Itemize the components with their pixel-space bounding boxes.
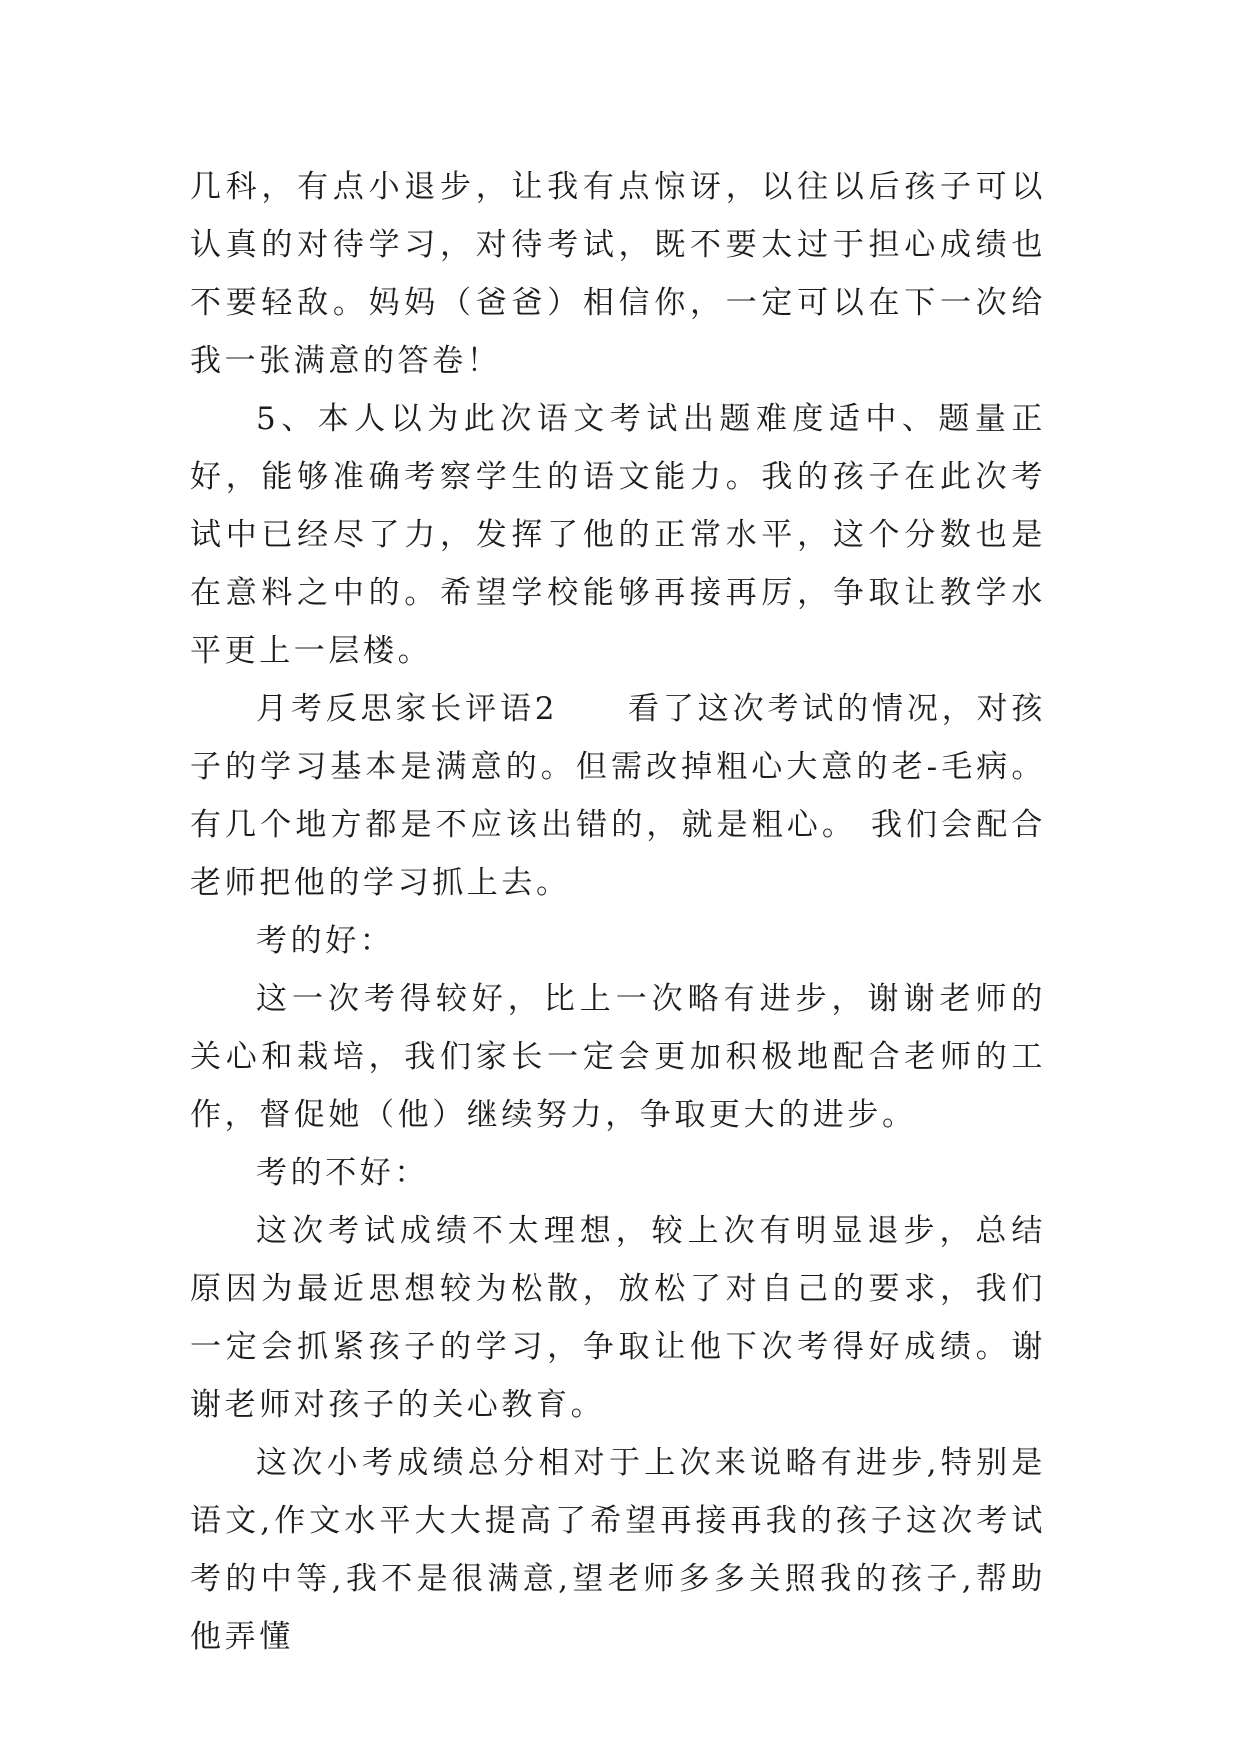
heading-good-result: 考的好： [256, 923, 395, 959]
paragraph-good-result: 这一次考得较好，比上一次略有进步，谢谢老师的关心和栽培，我们家长一定会更加积极地配合老师的工作，督促她（他）继续努力，争取更大的进步。 [190, 981, 1046, 1133]
paragraph-last: 这次小考成绩总分相对于上次来说略有进步,特别是语文,作文水平大大提高了希望再接再我的孩子这次考试考的中等,我不是很满意,望老师多多关照我的孩子,帮助他弄懂 [190, 1445, 1046, 1655]
paragraph-bad-result: 这次考试成绩不太理想，较上次有明显退步，总结原因为最近思想较为松散，放松了对自己的要求，我们一定会抓紧孩子的学习，争取让他下次考得好成绩。谢谢老师对孩子的关心教育。 [190, 1213, 1046, 1423]
document-body [190, 158, 1046, 1666]
heading-bad-result: 考的不好： [256, 1155, 429, 1191]
paragraph-2: 5、本人以为此次语文考试出题难度适中、题量正好，能够准确考察学生的语文能力。我的孩子在此次考试中已经尽了力，发挥了他的正常水平，这个分数也是在意料之中的。希望学校能够再接再厉，争取让教学水平更上一层楼。 [190, 401, 1046, 669]
paragraph-1: 几科，有点小退步，让我有点惊讶，以往以后孩子可以认真的对待学习，对待考试，既不要太过于担心成绩也不要轻敌。妈妈（爸爸）相信你，一定可以在下一次给我一张满意的答卷！ [190, 169, 1046, 379]
paragraph-3: 月考反思家长评语2 看了这次考试的情况，对孩子的学习基本是满意的。但需改掉粗心大意的老-毛病。有几个地方都是不应该出错的，就是粗心。 我们会配合老师把他的学习抓上去。 [190, 691, 1046, 901]
